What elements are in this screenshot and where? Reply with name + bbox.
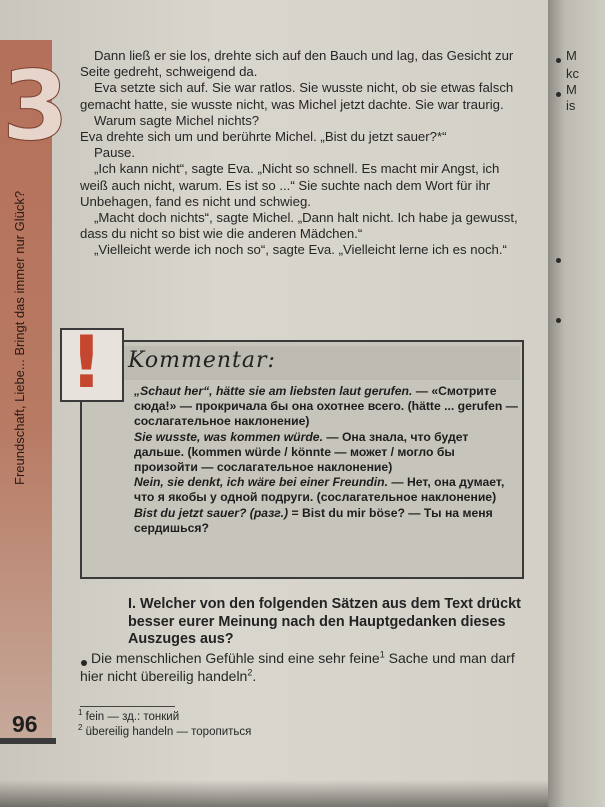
story-paragraph: Eva setzte sich auf. Sie war ratlos. Sie wusste nicht, ob sie etwas falsch gemacht hatte, sie wusste nicht, was Michel jetzt dachte. Sie war traurig. [80,80,514,112]
story-paragraph: Warum sagte Michel nichts? [94,112,260,128]
kommentar-item: Sie wusste, was kommen würde. — Она знала, что будет дальше. (kommen würde / könnte — может / могло бы произойти — сослагательное наклонение) [134,429,469,475]
kommentar-item: Bist du jetzt sauer? (разг.) = Bist du mir böse? — Ты на меня сердишься? [134,505,493,535]
kommentar-item: Nein, sie denkt, ich wäre bei einer Freundin. — Нет, она думает, что я якобы у одной подруги. (сослагательное наклонение) [134,475,505,505]
right-page-text: M [566,48,577,63]
chapter-sidebar [0,40,69,740]
right-page-text: is [566,98,576,113]
bullet-icon [556,58,561,63]
chapter-number: 3 [2,50,69,162]
chapter-title: Freundschaft, Liebe... Bringt das immer nur Glück? [12,190,27,485]
right-page-text: kc [566,66,579,81]
right-page-text: M [566,82,577,97]
story-text [80,48,525,259]
story-paragraph: Pause. [94,145,136,161]
story-paragraph: „Macht doch nichts“, sagte Michel. „Dann halt nicht. Ich habe ja gewusst, dass du nicht so bist wie die anderen Mädchen.“ [80,210,518,242]
page-number-bar [0,738,56,744]
exclamation-icon: ! [70,320,103,404]
right-page [548,0,605,807]
story-paragraph: „Vielleicht werde ich noch so“, sagte Eva. „Vielleicht lerne ich es noch.“ [94,242,507,258]
bullet-icon [556,258,561,263]
footnote-divider [80,706,175,707]
kommentar-item: „Schaut her“, hätte sie am liebsten laut gerufen. — «Смотрите сюда!» — прокричала бы она охотнее всего. (hätte ... gerufen — сослагательное наклонение) [134,384,518,429]
page-shadow [0,780,548,807]
task-heading: I. Welcher von den folgenden Sätzen aus dem Text drückt besser eurer Meinung nach den Hauptgedanken dieses Auszuges aus? [128,596,521,648]
footnote: $^2$ übereilig handeln — торопиться [78,723,252,738]
bullet-item: Die menschlichen Gefühle sind eine sehr feine$^1$ Sache und man darf hier nicht übereilig handeln$^2$. [80,649,515,684]
kommentar-title: Kommentar: [128,348,276,373]
bullet-icon [556,92,561,97]
story-paragraph: Dann ließ er sie los, drehte sich auf den Bauch und lag, das Gesicht zur Seite gedreht, schweigend da. [80,48,514,80]
story-paragraph: „Ich kann nicht“, sagte Eva. „Nicht so schnell. Es macht mir Angst, ich weiß auch nicht, warum. Es ist so ...“ Sie suchte nach dem Wort für ihr Unbehagen, fand es nicht und schwieg. [80,161,500,209]
kommentar-body [134,384,518,536]
footnotes [78,710,251,740]
story-paragraph: Eva drehte sich um und berührte Michel. „Bist du jetzt sauer?*“ [80,129,447,145]
footnote: $^1$ fein — зд.: тонкий [78,708,180,723]
page-number: 96 [12,711,38,737]
bullet-icon [556,318,561,323]
